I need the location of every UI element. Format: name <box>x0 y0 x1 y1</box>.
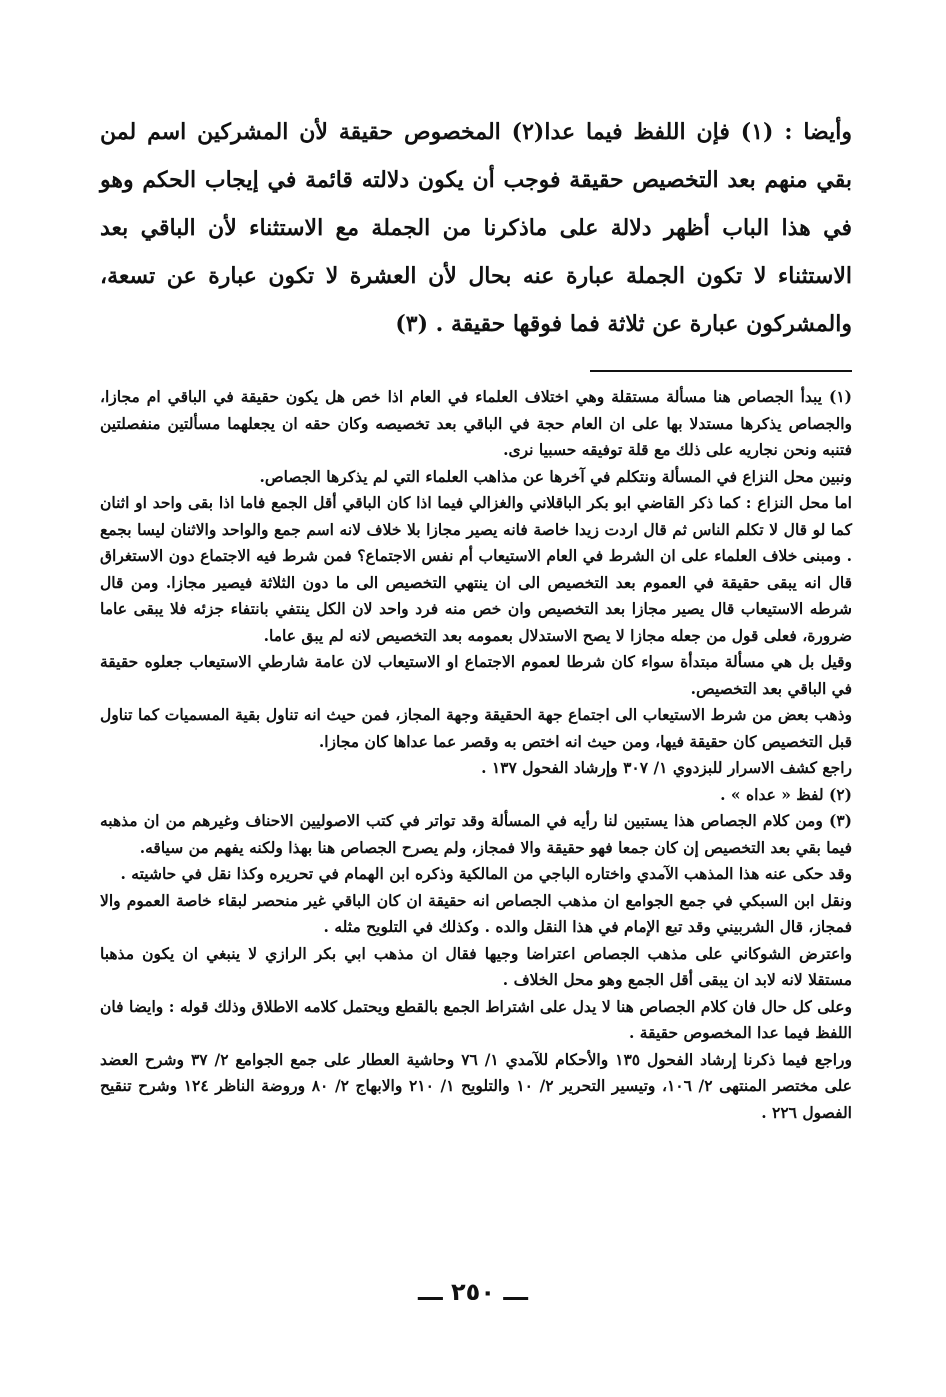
footnote-paragraph: ونقل ابن السبكي في جمع الجوامع ان مذهب الجصاص انه حقيقة ان كان الباقي غير منحصر لبقاء خاصة العموم والا فمجاز، قال الشربيني وقد تبع الإمام في هذا النقل والده . وكذلك في التلويح مثله . <box>100 890 852 936</box>
footnote-paragraph: (٣) ومن كلام الجصاص هذا يستبين لنا رأيه في المسألة وقد تواتر في كتب الاصوليين الاحناف وغيرهم من ان مذهبه فيما بقي بعد التخصيص إن كان جمعا فهو حقيقة والا فمجاز، ولم يصرح الجصاص هنا بهذا ولكنه يفهم من سياقه. <box>100 811 852 857</box>
footnote-paragraph: وقيل بل هي مسألة مبتدأة سواء كان شرطا لعموم الاجتماع او الاستيعاب لان عامة شارطي الاستيعاب جعلوه حقيقة في الباقي بعد التخصيص. <box>100 652 852 698</box>
footnote-paragraph: واعترض الشوكاني على مذهب الجصاص اعتراضا وجيها فقال ان مذهب ابي بكر الرازي لا ينبغي ان يكون مذهبا مستقلا لانه لابد ان يبقى أقل الجمع وهو محل الخلاف . <box>100 943 852 989</box>
main-text-block <box>100 108 852 348</box>
footnote-paragraph: راجع كشف الاسرار للبزدوي ١/ ٣٠٧ وإرشاد الفحول ١٣٧ . <box>481 758 852 777</box>
footnote-paragraph: وراجع فيما ذكرنا إرشاد الفحول ١٣٥ والأحكام للآمدي ١/ ٧٦ وحاشية العطار على جمع الجوامع ٢/ ٣٧ وشرح العضد على مختصر المنتهى ٢/ ١٠٦، وتيسير التحرير ٢/ ١٠ والتلويح ١/ ٢١٠ والابهاج ٢/ ٨٠ وروضة الناظر ١٢٤ وشرح تنقيح الفصول ٢٢٦ . <box>100 1049 852 1122</box>
footnote-separator <box>590 370 852 372</box>
footnote-paragraph: ونبين محل النزاع في المسألة ونتكلم في آخرها عن مذاهب العلماء التي لم يذكرها الجصاص. <box>259 466 852 486</box>
footnote-paragraph: وعلى كل حال فان كلام الجصاص هنا لا يدل على اشتراط الجمع بالقطع ويحتمل كلامه الاطلاق وذلك قوله : وايضا فان اللفظ فيما عدا المخصوص حقيقة . <box>100 996 852 1042</box>
footnote-paragraph: (٢) لفظ « عداه » . <box>720 784 852 804</box>
footnote-paragraph: وقد حكى عنه هذا المذهب الآمدي واختاره الباجي من المالكية وذكره ابن الهمام في تحريره وكذا نقل في حاشيته . <box>120 864 852 883</box>
footnotes-block <box>100 384 852 1126</box>
main-paragraph: وأيضا : (١) فإن اللفظ فيما عدا(٢) المخصوص حقيقة لأن المشركين اسم لمن بقي منهم بعد التخصيص حقيقة فوجب أن يكون دلالته قائمة في إيجاب الحكم وهو في هذا الباب أظهر دلالة على ماذكرنا من الجملة مع الاستثناء لأن الباقي بعد الاستثناء لا تكون الجملة عبارة عنه بحال لأن العشرة لا تكون عبارة عن تسعة، والمشركون عبارة عن ثلاثة فما فوقها حقيقة . (٣) <box>100 119 852 337</box>
footnote-paragraph: (١) يبدأ الجصاص هنا مسألة مستقلة وهي اختلاف العلماء في العام اذا خص هل يكون حقيقة في الباقي ام مجازا، والجصاص يذكرها مستدلا بها على ان العام حجة في الباقي بعد تخصيصه وكان حقه ان يجعلهما مسألتين منفصلتين فتنبه ونحن نجاريه على ذلك مع قلة توفيقه حسبيا نرى. <box>100 387 852 459</box>
footnote-paragraph: وذهب بعض من شرط الاستيعاب الى اجتماع جهة الحقيقة وجهة المجاز، فمن حيث انه تناول بقية المسميات كما تناول قبل التخصيص كان حقيقة فيها، ومن حيث انه اختص به وقصر عما عداها كان مجازا. <box>100 705 852 751</box>
page-number: ـــ ٢٥٠ ـــ <box>418 1278 528 1306</box>
footnote-paragraph: اما محل النزاع : كما ذكر القاضي ابو بكر الباقلاني والغزالي فيما اذا كان الباقي أقل الجمع فاما اذا بقى واحد او اثنان كما لو قال لا تكلم الناس ثم قال اردت زيدا خاصة فانه يصير مجازا بلا خلاف لانه اسم جمع والواحد والاثنان ليسا بجمع . ومبنى خلاف العلماء على ان الشرط في العام الاستيعاب أم نفس الاجتماع؟ فمن شرط فيه الاجتماع دون الاستغراق قال انه يبقى حقيقة في العموم بعد التخصيص الى ان ينتهي التخصيص الى ما دون الثلاثة فيصير مجازا. ومن قال شرطه الاستيعاب قال يصير مجازا بعد التخصيص وان خص منه فرد واحد لان الكل ينتفي بانتفاء جزئه فلا يبقى عاما ضرورة، فعلى قول من جعله مجازا لا يصح الاستدلال بعمومه بعد التخصيص لانه لم يبق عاما. <box>100 493 852 645</box>
